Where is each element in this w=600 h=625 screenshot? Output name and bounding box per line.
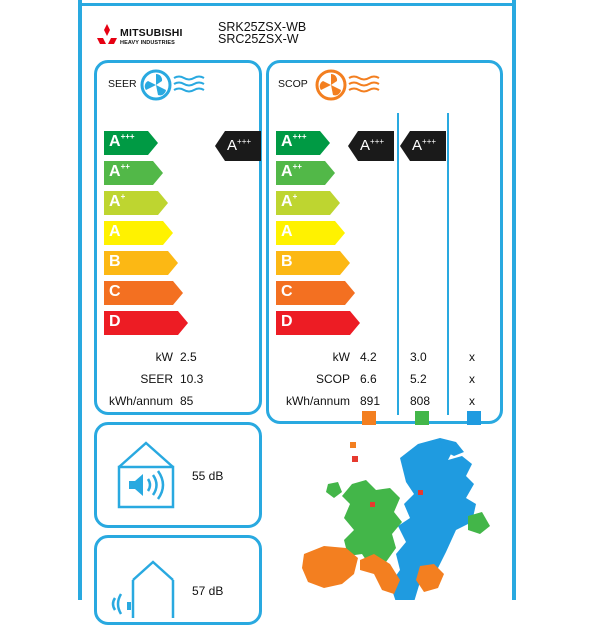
scop-col1-kw: 4.2: [360, 350, 377, 364]
climate-zone-warmer-square: [362, 411, 376, 425]
scop-scale-arrow-0: [276, 131, 330, 155]
outdoor-noise-value: 57 dB: [192, 584, 224, 598]
scop-col3-scop: x: [469, 372, 475, 386]
seer-scale-arrow-4: [104, 251, 178, 275]
seer-title: SEER: [108, 78, 137, 90]
scop-panel: [266, 60, 503, 424]
scop-scale-arrow-6: [276, 311, 360, 335]
seer-class-label: A+++: [227, 137, 252, 154]
scop-class-label-2: A+++: [412, 137, 437, 154]
seer-row-kwh-value: 85: [180, 394, 194, 408]
indoor-sound-house-icon: [115, 439, 177, 511]
seer-scale-arrow-2: [104, 191, 168, 215]
scop-col2-scop: 5.2: [410, 372, 427, 386]
scop-col3-kw: x: [469, 350, 475, 364]
indoor-model: SRK25ZSX-WB: [218, 20, 307, 34]
scop-class-badge-1: [348, 131, 394, 161]
scop-col2-kwh: 808: [410, 394, 431, 408]
seer-panel: [94, 60, 262, 415]
scop-col1-kwh: 891: [360, 394, 381, 408]
indoor-noise-panel: [94, 422, 262, 528]
seer-row-seer-value: 10.3: [180, 372, 204, 386]
seer-row-kw-label: kW: [155, 350, 173, 364]
scop-title: SCOP: [278, 78, 308, 90]
seer-row-kwh-label: kWh/annum: [108, 394, 173, 408]
seer-scale-arrow-5: [104, 281, 183, 305]
seer-scale-arrow-3: [104, 221, 173, 245]
seer-scale-arrow-0: [104, 131, 158, 155]
heating-fan-icon: [315, 69, 387, 101]
seer-scale-label-5: C: [109, 283, 121, 300]
scop-class-badge-2: [400, 131, 446, 161]
indoor-noise-value: 55 dB: [192, 469, 224, 483]
seer-row-seer-label: SEER: [140, 372, 173, 386]
scop-scale-arrow-3: [276, 221, 345, 245]
seer-scale-label-3: A: [109, 223, 121, 240]
scop-col2-kw: 3.0: [410, 350, 427, 364]
seer-class-badge: [215, 131, 261, 161]
outdoor-sound-house-icon: [105, 558, 177, 618]
scop-scale-label-4: B: [281, 253, 293, 270]
seer-scale-arrow-1: [104, 161, 163, 185]
scop-scale-arrow-5: [276, 281, 355, 305]
europe-climate-map: [300, 436, 500, 600]
scop-scale-arrow-4: [276, 251, 350, 275]
seer-scale-label-2: A+: [109, 192, 126, 210]
scop-scale-label-3: A: [281, 223, 293, 240]
seer-scale-label-0: A+++: [109, 132, 135, 150]
scop-row-scop-label: SCOP: [315, 372, 350, 386]
outdoor-model: SRC25ZSX-W: [218, 32, 299, 46]
seer-scale-label-1: A++: [109, 162, 130, 180]
scop-scale-label-2: A+: [281, 192, 298, 210]
scop-scale-label-1: A++: [281, 162, 302, 180]
scop-scale-label-6: D: [281, 313, 293, 330]
seer-scale-arrow-6: [104, 311, 188, 335]
scop-row-kwh-label: kWh/annum: [285, 394, 350, 408]
seer-scale-label-4: B: [109, 253, 121, 270]
climate-zone-average-square: [415, 411, 429, 425]
scop-col3-kwh: x: [469, 394, 475, 408]
seer-scale-label-6: D: [109, 313, 121, 330]
scop-scale-label-5: C: [281, 283, 293, 300]
model-numbers: [218, 21, 306, 45]
cooling-fan-icon: [140, 69, 212, 101]
climate-zone-colder-square: [467, 411, 481, 425]
scop-scale-arrow-1: [276, 161, 335, 185]
scop-col1-scop: 6.6: [360, 372, 377, 386]
label-header: [96, 18, 496, 58]
scop-scale-label-0: A+++: [281, 132, 307, 150]
brand-logo: [96, 24, 206, 54]
scop-scale-arrow-2: [276, 191, 340, 215]
scop-class-label-1: A+++: [360, 137, 385, 154]
brand-name: MITSUBISHI: [120, 27, 183, 39]
brand-subtitle: HEAVY INDUSTRIES: [120, 40, 175, 46]
outdoor-noise-panel: [94, 535, 262, 625]
seer-row-kw-value: 2.5: [180, 350, 197, 364]
scop-row-kw-label: kW: [332, 350, 350, 364]
three-diamonds-icon: [96, 24, 118, 46]
scop-column-divider-1: [397, 113, 399, 415]
scop-column-divider-2: [447, 113, 449, 415]
